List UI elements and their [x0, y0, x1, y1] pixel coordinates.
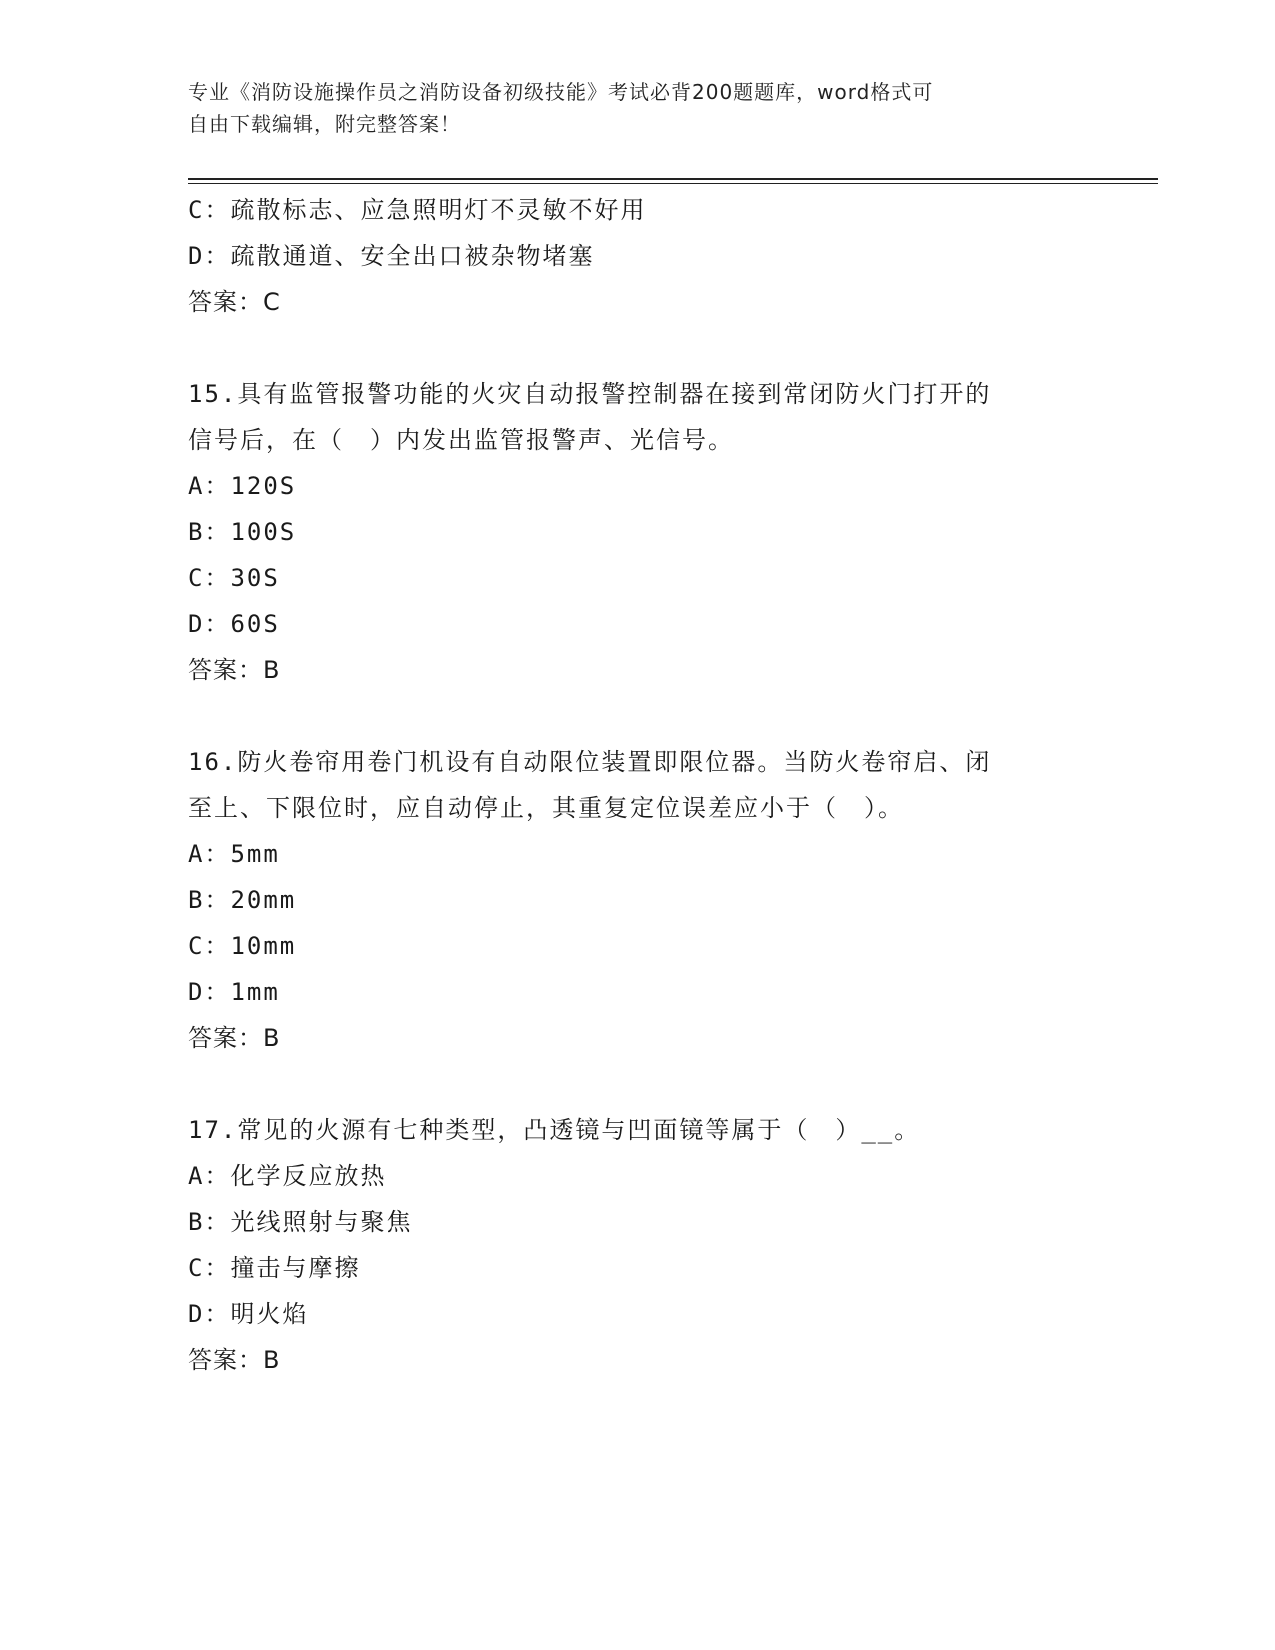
question-17 [188, 1107, 1088, 1383]
question-text-line: 15.具有监管报警功能的火灾自动报警控制器在接到常闭防火门打开的 [188, 380, 992, 408]
question-14-tail [188, 187, 1088, 325]
question-text-line: 至上、下限位时，应自动停止，其重复定位误差应小于（ ）。 [188, 794, 904, 822]
page-header [188, 76, 1088, 140]
option-a: A：5mm [188, 840, 280, 868]
header-title-line-2: 自由下载编辑，附完整答案！ [188, 112, 461, 136]
answer-line: 答案：B [188, 656, 281, 684]
option-b: B：100S [188, 518, 297, 546]
option-c: C：撞击与摩擦 [188, 1254, 361, 1282]
header-divider-thick [188, 178, 1158, 180]
option-c: C：疏散标志、应急照明灯不灵敏不好用 [188, 196, 647, 224]
spacer [188, 693, 1088, 739]
question-16 [188, 739, 1088, 1061]
header-divider-thin [188, 183, 1158, 184]
option-d: D：明火焰 [188, 1300, 309, 1328]
header-title-line-1: 专业《消防设施操作员之消防设备初级技能》考试必背200题题库，word格式可 [188, 80, 934, 104]
option-a: A：120S [188, 472, 297, 500]
question-text-line: 17.常见的火源有七种类型，凸透镜与凹面镜等属于（ ）__。 [188, 1116, 921, 1144]
answer-line: 答案：B [188, 1024, 281, 1052]
spacer [188, 1061, 1088, 1107]
option-a: A：化学反应放热 [188, 1162, 387, 1190]
option-b: B：20mm [188, 886, 297, 914]
question-15 [188, 371, 1088, 693]
option-d: D：60S [188, 610, 280, 638]
answer-line: 答案：C [188, 288, 281, 316]
option-d: D：疏散通道、安全出口被杂物堵塞 [188, 242, 595, 270]
question-text-line: 16.防火卷帘用卷门机设有自动限位装置即限位器。当防火卷帘启、闭 [188, 748, 992, 776]
spacer [188, 325, 1088, 371]
question-text-line: 信号后，在（ ）内发出监管报警声、光信号。 [188, 426, 734, 454]
option-b: B：光线照射与聚焦 [188, 1208, 413, 1236]
option-c: C：30S [188, 564, 280, 592]
option-c: C：10mm [188, 932, 297, 960]
question-content [188, 187, 1088, 1383]
option-d: D：1mm [188, 978, 280, 1006]
answer-line: 答案：B [188, 1346, 281, 1374]
